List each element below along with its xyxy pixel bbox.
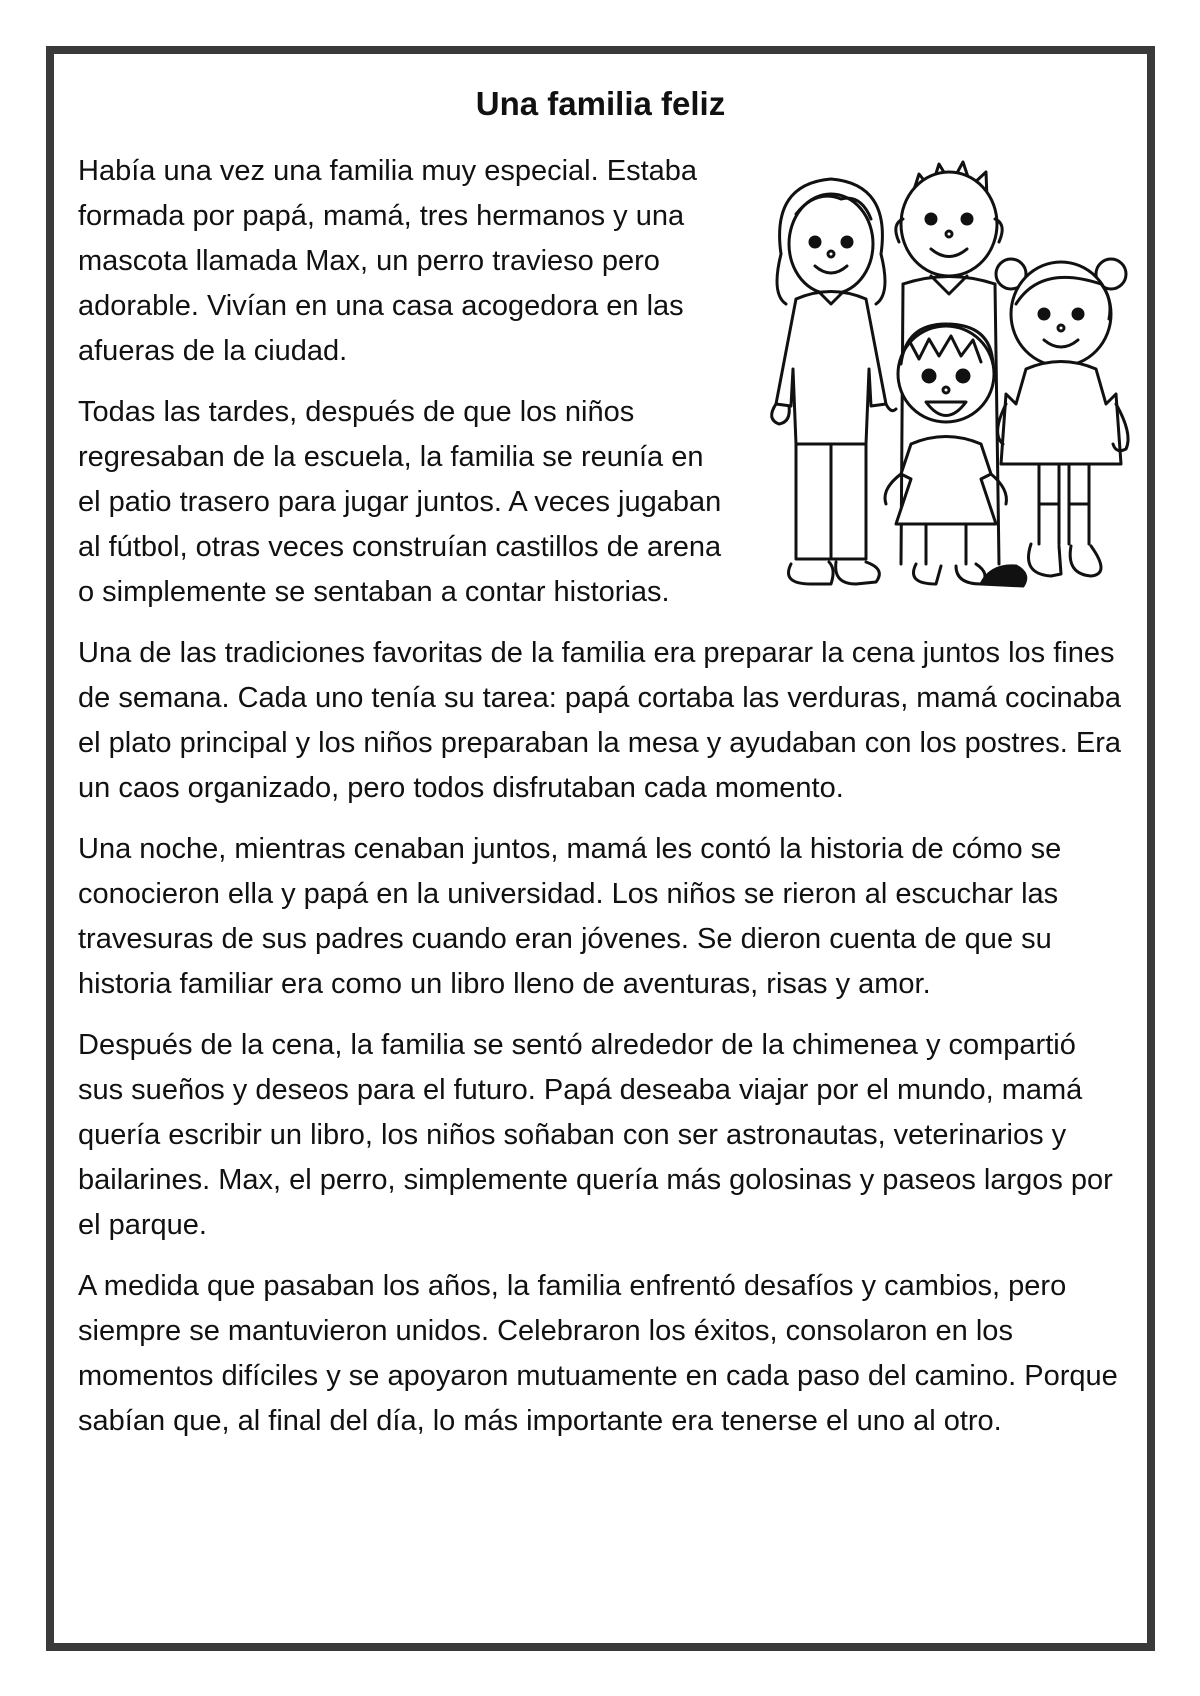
mother-figure xyxy=(772,179,896,584)
story-body xyxy=(78,149,1128,1460)
page-frame xyxy=(46,46,1155,1651)
paragraph-3: Una de las tradiciones favoritas de la familia era preparar la cena juntos los fines de semana. Cada uno tenía su tarea: papá cortaba las verduras, mamá cocinaba el plato principal y los niños preparaban la mesa y ayudaban con los postres. Era un caos organizado, pero todos disfrutaban cada momento. xyxy=(78,637,1122,804)
family-illustration-icon xyxy=(741,144,1136,604)
paragraph-1: Había una vez una familia muy especial. Estaba formada por papá, mamá, tres hermanos y una mascota llamada Max, un perro travieso pero adorable. Vivían en una casa acogedora en las afueras de la ciudad. xyxy=(78,155,698,367)
paragraph-5: Después de la cena, la familia se sentó alrededor de la chimenea y compartió sus sueños y deseos para el futuro. Papá deseaba viajar por el mundo, mamá quería escribir un libro, los niños soñaban con ser astronautas, veterinarios y bailarines. Max, el perro, simplemente quería más golosinas y paseos largos por el parque. xyxy=(78,1029,1113,1241)
dog-shape xyxy=(981,566,1026,586)
girl-figure xyxy=(996,259,1128,576)
paragraph-4: Una noche, mientras cenaban juntos, mamá les contó la historia de cómo se conocieron ella y papá en la universidad. Los niños se rieron al escuchar las travesuras de sus padres cuando eran jóvenes. Se dieron cuenta de que su historia familiar era como un libro lleno de aventuras, risas y amor. xyxy=(78,833,1062,1000)
paragraph-6: A medida que pasaban los años, la familia enfrentó desafíos y cambios, pero siempre se mantuvieron unidos. Celebraron los éxitos, consolaron en los momentos difíciles y se apoyaron mutuamente en cada paso del camino. Porque sabían que, al final del día, lo más importante era tenerse el uno al otro. xyxy=(78,1270,1118,1437)
page-title: Una familia feliz xyxy=(475,85,726,122)
paragraph-2: Todas las tardes, después de que los niños regresaban de la escuela, la familia se reunía en el patio trasero para jugar juntos. A veces jugaban al fútbol, otras veces construían castillos de arena o simplemente se sentaban a contar historias. xyxy=(78,396,722,608)
